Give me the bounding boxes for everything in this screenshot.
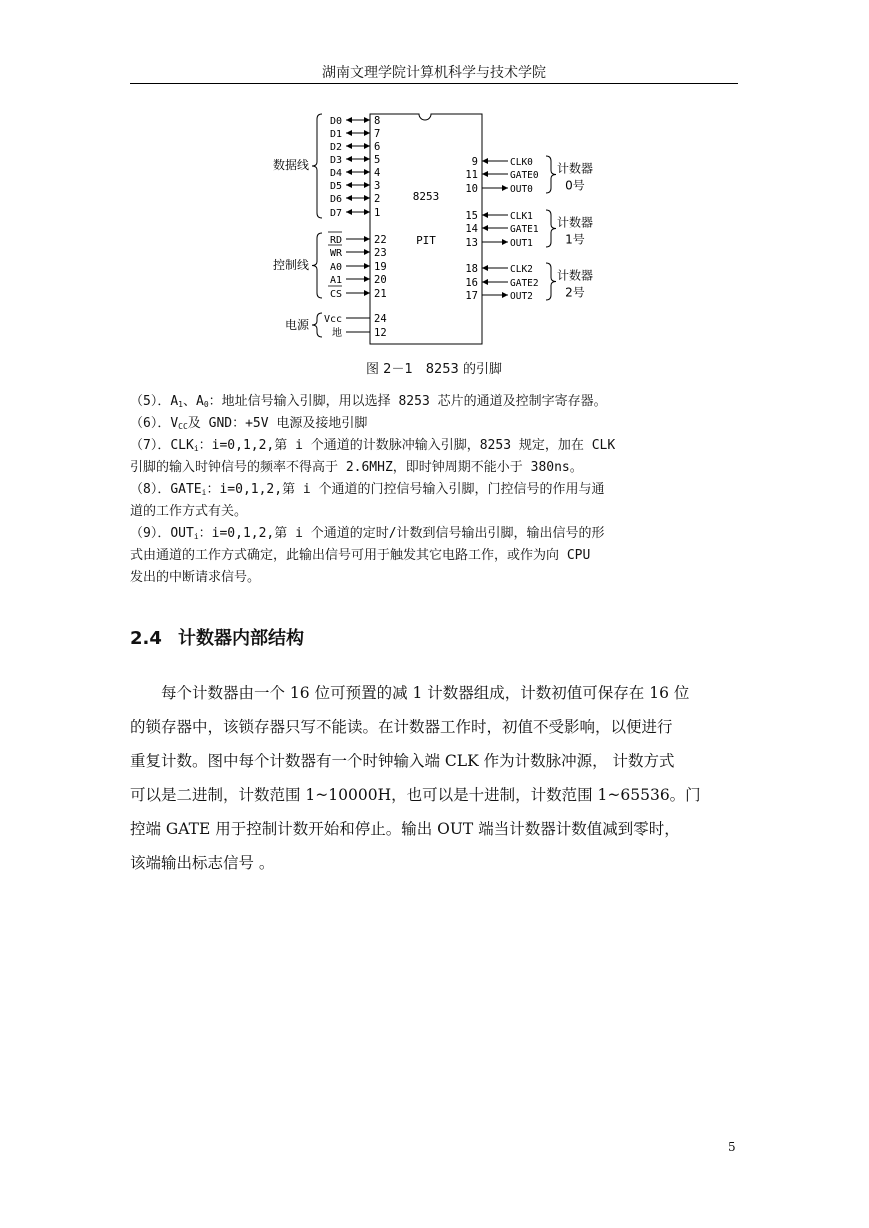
paragraph-line: 重复计数。图中每个计数器有一个时钟输入端 CLK 作为计数脉冲源， 计数方式 [130, 752, 675, 770]
counter-label: 计数器 [556, 215, 594, 230]
pin-number: 16 [465, 277, 478, 289]
paragraph-line: 控端 GATE 用于控制计数开始和停止。输出 OUT 端当计数器计数值减到零时， [130, 820, 680, 838]
paragraph-line: 的锁存器中，该锁存器只写不能读。在计数器工作时，初值不受影响，以便进行 [130, 718, 673, 736]
paragraph-line: 可以是二进制，计数范围 1~10000H，也可以是十进制，计数范围 1~65536。门 [130, 786, 701, 804]
paragraph-line: 该端输出标志信号 。 [130, 854, 275, 872]
arrow-right-icon [364, 169, 370, 175]
pin-number: 9 [471, 156, 478, 168]
group-label: 电源 [284, 318, 309, 332]
arrow-right-icon [502, 185, 508, 191]
arrow-left-icon [346, 130, 352, 136]
pin-label: OUT1 [510, 238, 533, 249]
pin-label: D3 [329, 155, 342, 166]
page-number: 5 [728, 1140, 736, 1154]
pin-number: 3 [374, 180, 381, 192]
item-9: （9）．$OUT_i$：i=0,1,2,第 i 个通道的定时/计数到信号输出引脚，输出信号的形 [130, 526, 605, 541]
pin-number: 23 [374, 247, 387, 259]
item-8: （8）．$GATE_i$：i=0,1,2,第 i 个通道的门控信号输入引脚，门控信号的作用与通 [130, 482, 605, 497]
pin-number: 17 [465, 290, 478, 302]
group-label: 控制线 [272, 258, 309, 272]
pin-diagram-8253 [262, 106, 602, 351]
arrow-left-icon [346, 195, 352, 201]
chip-name: 8253 [412, 190, 440, 203]
arrow-right-icon [364, 143, 370, 149]
pin-label: D4 [329, 168, 342, 179]
arrow-left-icon [482, 171, 488, 177]
arrow-right-icon [364, 182, 370, 188]
pin-label: 地 [332, 328, 342, 339]
brace [546, 210, 556, 247]
pin-label: D0 [329, 116, 342, 127]
pin-label: OUT2 [510, 291, 533, 302]
pin-label: D2 [329, 142, 342, 153]
pin-number: 18 [465, 263, 478, 275]
figure-caption: 图 2－1 8253 的引脚 [366, 362, 502, 377]
pin-label: D7 [329, 208, 342, 219]
pin-label: Vcc [323, 314, 342, 325]
arrow-left-icon [346, 209, 352, 215]
brace [312, 114, 322, 218]
item-9-cont2: 发出的中断请求信号。 [130, 570, 261, 585]
pin-label: CS [329, 289, 342, 300]
counter-number: 2号 [565, 285, 585, 300]
pin-number: 4 [374, 167, 381, 179]
pin-label: GATE2 [510, 278, 539, 289]
arrow-left-icon [482, 158, 488, 164]
pin-number: 20 [374, 274, 387, 286]
pin-label: WR [329, 248, 342, 259]
pin-number: 12 [374, 327, 387, 339]
pin-number: 22 [374, 234, 387, 246]
brace [312, 313, 322, 337]
arrow-right-icon [364, 117, 370, 123]
arrow-right-icon [502, 292, 508, 298]
pin-label: D5 [329, 181, 342, 192]
chip-subtitle: PIT [416, 234, 436, 247]
pin-number: 5 [374, 154, 381, 166]
arrow-right-icon [364, 249, 370, 255]
arrow-right-icon [364, 276, 370, 282]
pin-number: 10 [465, 183, 478, 195]
brace [546, 263, 556, 300]
pin-label: A0 [329, 262, 342, 273]
arrow-left-icon [346, 117, 352, 123]
counter-number: 1号 [565, 232, 585, 247]
pin-number: 8 [374, 115, 381, 127]
pin-number: 15 [465, 210, 478, 222]
arrow-left-icon [346, 169, 352, 175]
arrow-right-icon [364, 290, 370, 296]
item-8-cont: 道的工作方式有关。 [130, 504, 248, 519]
arrow-right-icon [364, 209, 370, 215]
pin-number: 6 [374, 141, 381, 153]
arrow-right-icon [364, 195, 370, 201]
arrow-left-icon [346, 143, 352, 149]
pin-number: 13 [465, 237, 478, 249]
item-7-cont: 引脚的输入时钟信号的频率不得高于 2.6MHZ，即时钟周期不能小于 380ns。 [130, 460, 583, 475]
arrow-left-icon [482, 212, 488, 218]
pin-label: RD [329, 235, 342, 246]
arrow-right-icon [364, 130, 370, 136]
arrow-left-icon [482, 265, 488, 271]
item-7: （7）．$CLK_i$：i=0,1,2,第 i 个通道的计数脉冲输入引脚，8253 规定，加在 CLK [130, 438, 616, 453]
pin-label: GATE1 [510, 224, 539, 235]
pin-number: 2 [374, 193, 381, 205]
pin-number: 11 [465, 169, 478, 181]
pin-label: CLK2 [510, 264, 533, 275]
section-heading: 2.4 计数器内部结构 [130, 628, 304, 649]
pin-number: 19 [374, 261, 387, 273]
arrow-left-icon [346, 182, 352, 188]
pin-number: 7 [374, 128, 381, 140]
counter-number: 0号 [565, 178, 585, 193]
item-9-cont: 式由通道的工作方式确定，此输出信号可用于触发其它电路工作，或作为向 CPU [130, 548, 591, 563]
page-header: 湖南文理学院计算机科学与技术学院 [322, 65, 546, 81]
pin-label: A1 [329, 275, 342, 286]
arrow-left-icon [346, 156, 352, 162]
pin-label: D6 [329, 194, 342, 205]
pin-number: 1 [374, 207, 381, 219]
arrow-left-icon [482, 225, 488, 231]
counter-label: 计数器 [556, 268, 594, 283]
arrow-left-icon [482, 279, 488, 285]
pin-label: CLK0 [510, 157, 533, 168]
pin-label: GATE0 [510, 170, 539, 181]
item-6: （6）．$V_{CC}$及 GND：+5V 电源及接地引脚 [130, 416, 368, 431]
pin-label: CLK1 [510, 211, 533, 222]
group-label: 数据线 [272, 158, 309, 172]
paragraph-line: 每个计数器由一个 16 位可预置的减 1 计数器组成，计数初值可保存在 16 位 [130, 684, 690, 702]
pin-label: OUT0 [510, 184, 533, 195]
arrow-right-icon [364, 156, 370, 162]
pin-label: D1 [329, 129, 342, 140]
counter-label: 计数器 [556, 161, 594, 176]
header-rule [130, 83, 738, 84]
pin-number: 14 [465, 223, 478, 235]
brace [546, 156, 556, 193]
pin-number: 21 [374, 288, 387, 300]
arrow-right-icon [364, 236, 370, 242]
arrow-right-icon [502, 239, 508, 245]
brace [312, 233, 322, 298]
arrow-right-icon [364, 263, 370, 269]
item-5: （5）．$A_1$、$A_0$：地址信号输入引脚，用以选择 8253 芯片的通道及控制字寄存器。 [130, 394, 607, 409]
pin-number: 24 [374, 313, 387, 325]
